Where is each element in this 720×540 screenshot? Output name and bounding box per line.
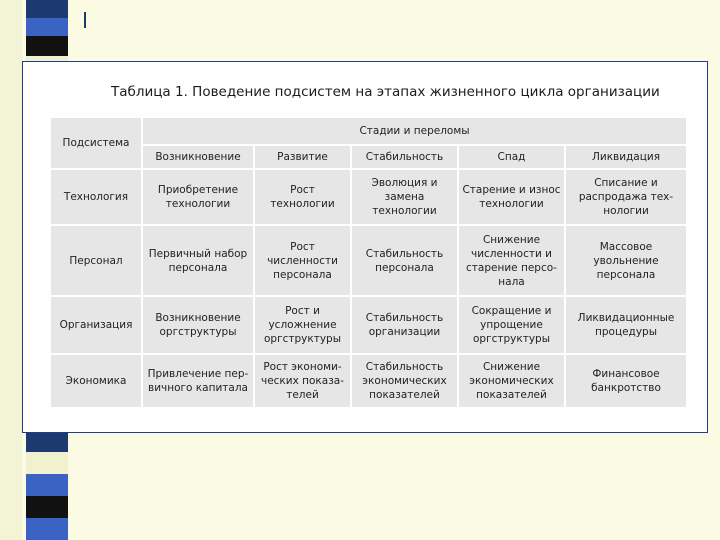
table-cell: Снижение численности и старение персо-нала: [459, 226, 564, 295]
table-cell: Приобретение технологии: [143, 170, 253, 224]
table-cell: Списание и распродажа тех-нологии: [566, 170, 686, 224]
slide-panel: [22, 61, 708, 433]
header-col-decline: Спад: [459, 146, 564, 168]
table-cell: Рост экономи-ческих показа-телей: [255, 355, 350, 407]
table-title: Таблица 1. Поведение подсистем на этапах жизненного цикла организации: [111, 84, 660, 100]
header-stages: Стадии и переломы: [143, 118, 686, 144]
title-tick: [84, 12, 86, 28]
table-row: [51, 355, 686, 407]
table-cell: Стабильность экономических показателей: [352, 355, 457, 407]
table-cell: Стабильность организации: [352, 297, 457, 353]
table-cell: Стабильность персонала: [352, 226, 457, 295]
table-cell: Эволюция и замена технологии: [352, 170, 457, 224]
table-cell: Ликвидационные процедуры: [566, 297, 686, 353]
header-col-stability: Стабильность: [352, 146, 457, 168]
header-col-liquidation: Ликвидация: [566, 146, 686, 168]
row-label: Технология: [51, 170, 141, 224]
table-cell: Первичный набор персонала: [143, 226, 253, 295]
table-cell: Старение и износ технологии: [459, 170, 564, 224]
row-label: Экономика: [51, 355, 141, 407]
table-cell: Рост технологии: [255, 170, 350, 224]
table-row: [51, 297, 686, 353]
header-subsystem: Подсистема: [51, 118, 141, 168]
header-col-growth: Развитие: [255, 146, 350, 168]
left-margin: [0, 0, 22, 540]
table-row: [51, 170, 686, 224]
row-label: Организация: [51, 297, 141, 353]
table-cell: Привлечение пер-вичного капитала: [143, 355, 253, 407]
table-row: [51, 226, 686, 295]
table-cell: Массовое увольнение персонала: [566, 226, 686, 295]
table-cell: Финансовое банкротство: [566, 355, 686, 407]
header-col-origin: Возникновение: [143, 146, 253, 168]
table-cell: Сокращение и упрощение оргструктуры: [459, 297, 564, 353]
table-cell: Возникновение оргструктуры: [143, 297, 253, 353]
row-label: Персонал: [51, 226, 141, 295]
lifecycle-table: [49, 116, 688, 409]
table-cell: Рост и усложнение оргструктуры: [255, 297, 350, 353]
table-cell: Снижение экономических показателей: [459, 355, 564, 407]
table-cell: Рост численности персонала: [255, 226, 350, 295]
